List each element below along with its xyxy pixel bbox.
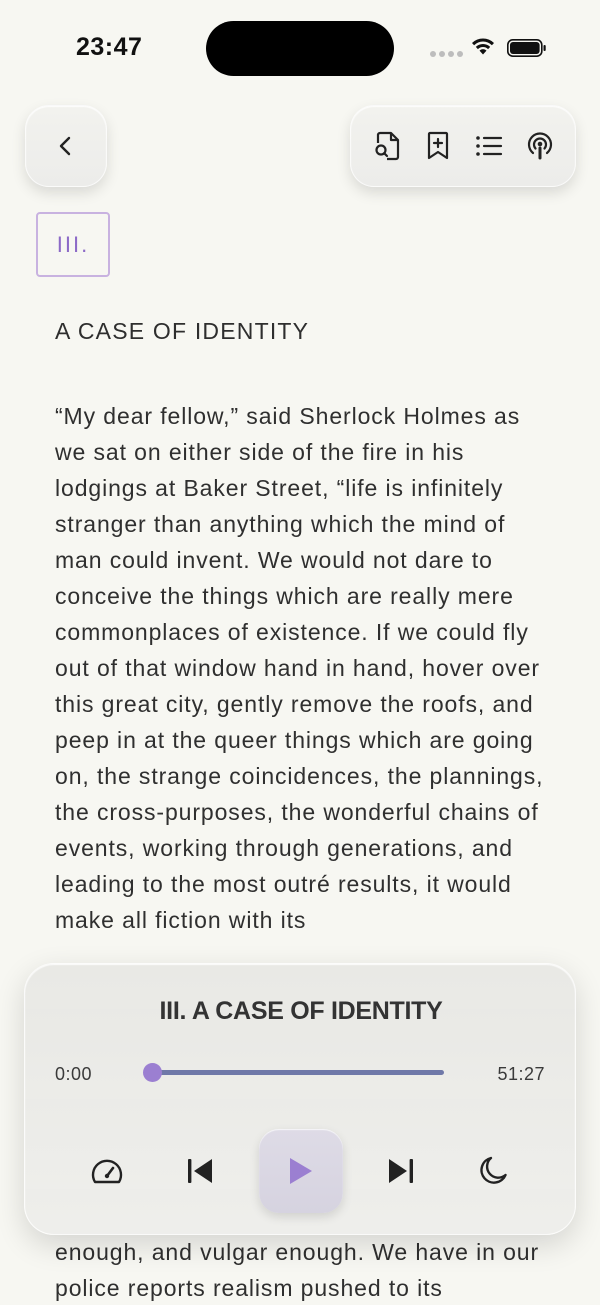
skip-next-icon: [387, 1158, 415, 1184]
sleep-timer-button[interactable]: [473, 1151, 513, 1191]
player-track-title: III. A CASE OF IDENTITY: [159, 997, 443, 1025]
previous-track-button[interactable]: [180, 1151, 220, 1191]
progress-slider[interactable]: [152, 1070, 444, 1075]
chevron-left-icon: [55, 135, 77, 157]
chapter-number-badge: III.: [36, 212, 110, 277]
status-time: 23:47: [76, 33, 143, 61]
list-icon: [475, 134, 503, 158]
file-search-icon: [373, 131, 401, 161]
next-track-button[interactable]: [381, 1151, 421, 1191]
progress-slider-thumb[interactable]: [143, 1063, 162, 1082]
wifi-icon: [470, 36, 496, 56]
playback-speed-button[interactable]: [87, 1151, 127, 1191]
podcast-icon: [526, 131, 554, 161]
table-of-contents-button[interactable]: [473, 130, 505, 162]
skip-previous-icon: [186, 1158, 214, 1184]
gauge-icon: [90, 1157, 124, 1185]
play-icon: [288, 1157, 314, 1185]
play-button[interactable]: [259, 1129, 343, 1213]
back-button[interactable]: [25, 105, 107, 187]
search-in-book-button[interactable]: [371, 130, 403, 162]
audio-player: [24, 963, 576, 1235]
add-bookmark-button[interactable]: [422, 130, 454, 162]
player-controls: [25, 1129, 577, 1213]
status-bar: [0, 0, 600, 96]
chapter-body-text: “My dear fellow,” said Sherlock Holmes as we sat on either side of the fire in his lodgings at Baker Street, “life is infinitely stranger than anything which the mind of man could invent. We would not dare to conceive the things which are really mere commonplaces of existence. If we could fly out of that window hand in hand, hover over this great city, gently remove the roofs, and peep in at the queer things which are going on, the strange coincidences, the plannings, the cross-purposes, the wonderful chains of events, working through generations, and leading to the most outré results, it would make all fiction with its: [55, 403, 544, 933]
moon-icon: [478, 1156, 508, 1186]
elapsed-time: 0:00: [55, 1064, 93, 1084]
dynamic-island: [206, 21, 394, 76]
battery-icon: [507, 39, 547, 57]
chapter-title: A CASE OF IDENTITY: [55, 318, 310, 344]
reader-toolbar: [350, 105, 576, 187]
total-duration: 51:27: [497, 1064, 545, 1084]
bookmark-plus-icon: [426, 131, 450, 161]
audiobook-button[interactable]: [524, 130, 556, 162]
status-icons: [428, 36, 548, 60]
cellular-signal-icon: [430, 51, 463, 57]
chapter-body-text-continued: enough, and vulgar enough. We have in our police reports realism pushed to its: [55, 1239, 540, 1301]
